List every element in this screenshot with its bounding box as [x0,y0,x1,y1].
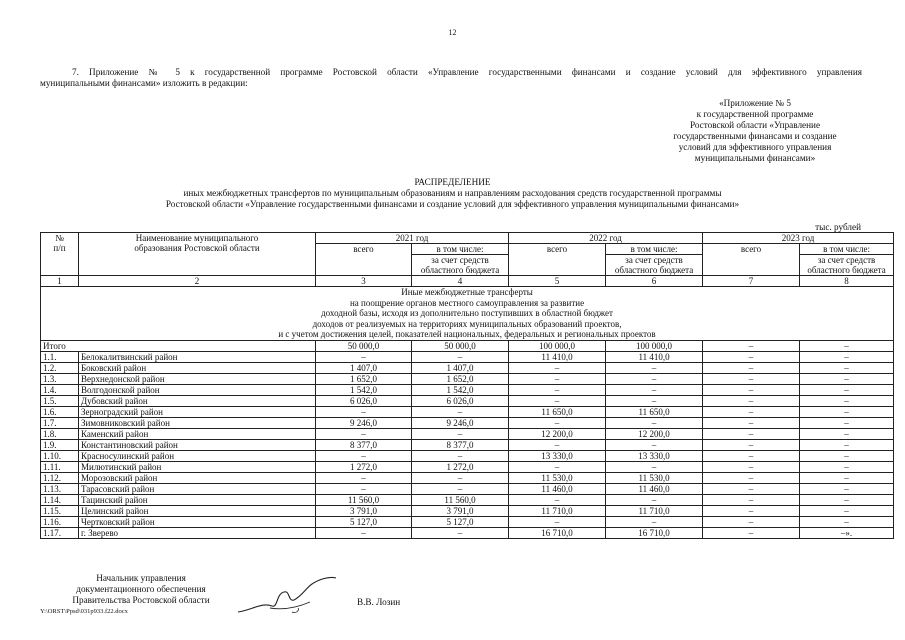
row-value: 11 530,0 [606,472,703,483]
row-value: – [412,428,509,439]
table-row [41,439,894,450]
appendix-header-line: к государственной программе [696,109,814,119]
column-number: 1 [41,276,79,287]
column-number: 7 [703,276,800,287]
header-incl-2023: в том числе: [800,244,894,255]
row-municipality: Волгодонской район [79,384,316,395]
row-value: 1 652,0 [412,373,509,384]
column-number: 6 [606,276,703,287]
table-row [41,406,894,417]
row-value: – [412,527,509,538]
row-value: 8 377,0 [412,439,509,450]
row-value: 11 650,0 [606,406,703,417]
header-incl-2022: в том числе: [606,244,703,255]
row-value: 1 407,0 [316,362,412,373]
row-value: – [703,395,800,406]
row-value: – [800,472,894,483]
row-number: 1.1. [41,351,79,362]
row-value: – [800,483,894,494]
table-row [41,351,894,362]
row-value: 1 407,0 [412,362,509,373]
row-value: – [316,527,412,538]
row-value: – [316,406,412,417]
signatory-name: В.В. Лозин [357,597,401,607]
row-value: 8 377,0 [316,439,412,450]
row-value: – [800,516,894,527]
header-regional-2021: за счет средств областного бюджета [412,255,509,276]
table-row [41,384,894,395]
row-municipality: Милютинский район [79,461,316,472]
column-number: 3 [316,276,412,287]
table-row [41,450,894,461]
row-number: 1.8. [41,428,79,439]
header-total-2023: всего [703,244,800,276]
table-row [41,527,894,538]
table-row [41,494,894,505]
row-value: – [800,461,894,472]
row-value: – [703,384,800,395]
row-value: 1 542,0 [412,384,509,395]
row-value: 11 460,0 [509,483,606,494]
row-value: – [606,395,703,406]
total-value: 100 000,0 [606,340,703,351]
row-value: – [800,505,894,516]
row-value: 11 410,0 [509,351,606,362]
row-value: 11 710,0 [606,505,703,516]
row-municipality: Тацинский район [79,494,316,505]
distribution-title: РАСПРЕДЕЛЕНИЕ [414,177,491,187]
row-value: – [606,417,703,428]
row-municipality: Чертковский район [79,516,316,527]
row-value: – [800,417,894,428]
row-value: – [703,483,800,494]
intro-line-1: 7. Приложение № 5 к государственной программе Ростовской области «Управление государственными финансами и создание условий для эффективного управления [72,67,862,77]
row-value: 11 560,0 [316,494,412,505]
distribution-subtitle-1: иных межбюджетных трансфертов по муниципальным образованиям и направлениям расходования средств государственной программы [183,188,722,198]
table-row [41,417,894,428]
row-value: – [509,439,606,450]
row-value: – [509,395,606,406]
row-value: – [703,516,800,527]
row-value: – [606,384,703,395]
row-value: – [703,439,800,450]
row-number: 1.15. [41,505,79,516]
row-number: 1.13. [41,483,79,494]
total-value: 50 000,0 [316,340,412,351]
row-number: 1.16. [41,516,79,527]
row-value: – [800,384,894,395]
row-municipality: Зимовниковский район [79,417,316,428]
row-municipality: Боковский район [79,362,316,373]
row-municipality: Верхнедонской район [79,373,316,384]
row-value: 11 560,0 [412,494,509,505]
row-value: – [509,494,606,505]
intro-line-2: муниципальными финансами» изложить в редакции: [40,78,248,88]
row-value: 11 710,0 [509,505,606,516]
row-municipality: Красносулинский район [79,450,316,461]
row-value: – [703,351,800,362]
row-value: – [412,472,509,483]
footer-file-path: Y:\ORST\Ppsd\031p933.f22.docx [40,608,128,615]
column-number: 8 [800,276,894,287]
units-label: тыс. рублей [815,222,861,232]
row-value: – [800,362,894,373]
row-value: 1 652,0 [316,373,412,384]
table-row [41,395,894,406]
appendix-header-line: муниципальными финансами» [694,153,816,163]
table-row [41,505,894,516]
appendix-header [640,98,870,164]
row-value: 1 542,0 [316,384,412,395]
row-municipality: Дубовский район [79,395,316,406]
row-municipality: Белокалитвинский район [79,351,316,362]
row-value: – [412,483,509,494]
row-value: 5 127,0 [316,516,412,527]
row-value: – [703,373,800,384]
row-value: 12 200,0 [509,428,606,439]
row-value: 12 200,0 [606,428,703,439]
total-value: 50 000,0 [412,340,509,351]
row-value: – [316,472,412,483]
row-value: – [703,505,800,516]
row-value: 11 530,0 [509,472,606,483]
row-value: – [606,461,703,472]
row-municipality: Тарасовский район [79,483,316,494]
handwritten-signature [232,572,342,620]
page-number: 12 [448,28,457,37]
row-value: – [606,373,703,384]
row-value: 6 026,0 [412,395,509,406]
row-value: 13 330,0 [509,450,606,461]
row-number: 1.4. [41,384,79,395]
row-value: – [703,450,800,461]
row-value: – [606,516,703,527]
row-value: – [800,395,894,406]
row-number: 1.3. [41,373,79,384]
row-value: –». [800,527,894,538]
row-value: – [316,351,412,362]
row-value: 11 650,0 [509,406,606,417]
row-value: 3 791,0 [412,505,509,516]
header-incl-2021: в том числе: [412,244,509,255]
appendix-header-line: государственными финансами и создание [673,131,837,141]
row-value: – [703,428,800,439]
table-row [41,472,894,483]
row-value: 3 791,0 [316,505,412,516]
header-total-2021: всего [316,244,412,276]
header-year-2022: 2022 год [509,233,703,244]
row-value: – [800,439,894,450]
distribution-table [40,232,894,539]
row-value: – [412,351,509,362]
row-value: – [800,406,894,417]
row-number: 1.12. [41,472,79,483]
row-value: – [703,472,800,483]
row-municipality: Каменский район [79,428,316,439]
row-value: – [703,406,800,417]
row-value: – [509,362,606,373]
row-value: 1 272,0 [316,461,412,472]
header-total-2022: всего [509,244,606,276]
row-value: – [412,406,509,417]
total-value: – [703,340,800,351]
total-row [41,340,894,351]
row-number: 1.10. [41,450,79,461]
appendix-header-line: «Приложение № 5 [719,98,791,108]
column-number-row [41,276,894,287]
row-municipality: Зерноградский район [79,406,316,417]
header-year-2021: 2021 год [316,233,509,244]
row-number: 1.14. [41,494,79,505]
row-value: – [703,461,800,472]
row-value: – [412,450,509,461]
table-row [41,428,894,439]
row-number: 1.11. [41,461,79,472]
header-regional-2022: за счет средств областного бюджета [606,255,703,276]
row-number: 1.2. [41,362,79,373]
row-municipality: Морозовский район [79,472,316,483]
row-value: – [800,351,894,362]
row-value: 5 127,0 [412,516,509,527]
row-value: – [509,461,606,472]
table-row [41,516,894,527]
total-label: Итого [41,340,316,351]
column-number: 4 [412,276,509,287]
appendix-header-line: Ростовской области «Управление [689,120,821,130]
row-value: 6 026,0 [316,395,412,406]
row-value: – [509,373,606,384]
row-value: – [606,439,703,450]
table-row [41,461,894,472]
row-value: – [509,516,606,527]
table-row [41,483,894,494]
header-regional-2023: за счет средств областного бюджета [800,255,894,276]
row-value: – [703,362,800,373]
row-value: 9 246,0 [412,417,509,428]
row-municipality: Целинский район [79,505,316,516]
row-value: – [703,417,800,428]
table-row [41,373,894,384]
row-value: 11 460,0 [606,483,703,494]
section-title: Иные межбюджетные трансферты на поощрение органов местного самоуправления за развитие доходной базы, исходя из дополнительно поступивших в областной бюджет доходов от реализуемых на территориях муниципальных образований проектов, и с учетом достижения целей, показателей национальных, федеральных и региональных проектов [41,287,894,341]
column-number: 5 [509,276,606,287]
row-number: 1.5. [41,395,79,406]
total-value: – [800,340,894,351]
row-value: – [316,428,412,439]
row-value: – [800,373,894,384]
row-municipality: Константиновский район [79,439,316,450]
row-value: – [606,494,703,505]
row-value: 13 330,0 [606,450,703,461]
table-row [41,362,894,373]
row-value: – [509,417,606,428]
header-num: № п/п [41,233,79,276]
signatory-title: Начальник управления документационного обеспечения Правительства Ростовской области [72,573,210,605]
row-value: – [703,527,800,538]
row-value: 9 246,0 [316,417,412,428]
row-value: – [800,450,894,461]
row-value: – [606,362,703,373]
row-value: – [316,483,412,494]
row-value: – [800,428,894,439]
total-value: 100 000,0 [509,340,606,351]
distribution-subtitle-2: Ростовской области «Управление государственными финансами и создание условий для эффективного управления муниципальными финансами» [165,199,740,209]
header-name: Наименование муниципального образования Ростовской области [79,233,316,276]
row-number: 1.17. [41,527,79,538]
appendix-header-line: условий для эффективного управления [678,142,832,152]
row-value: – [316,450,412,461]
row-municipality: г. Зверево [79,527,316,538]
row-value: 16 710,0 [509,527,606,538]
row-value: – [509,384,606,395]
row-number: 1.7. [41,417,79,428]
row-value: – [800,494,894,505]
row-value: – [703,494,800,505]
row-value: 16 710,0 [606,527,703,538]
header-year-2023: 2023 год [703,233,894,244]
row-value: 1 272,0 [412,461,509,472]
row-number: 1.6. [41,406,79,417]
row-value: 11 410,0 [606,351,703,362]
row-number: 1.9. [41,439,79,450]
column-number: 2 [79,276,316,287]
